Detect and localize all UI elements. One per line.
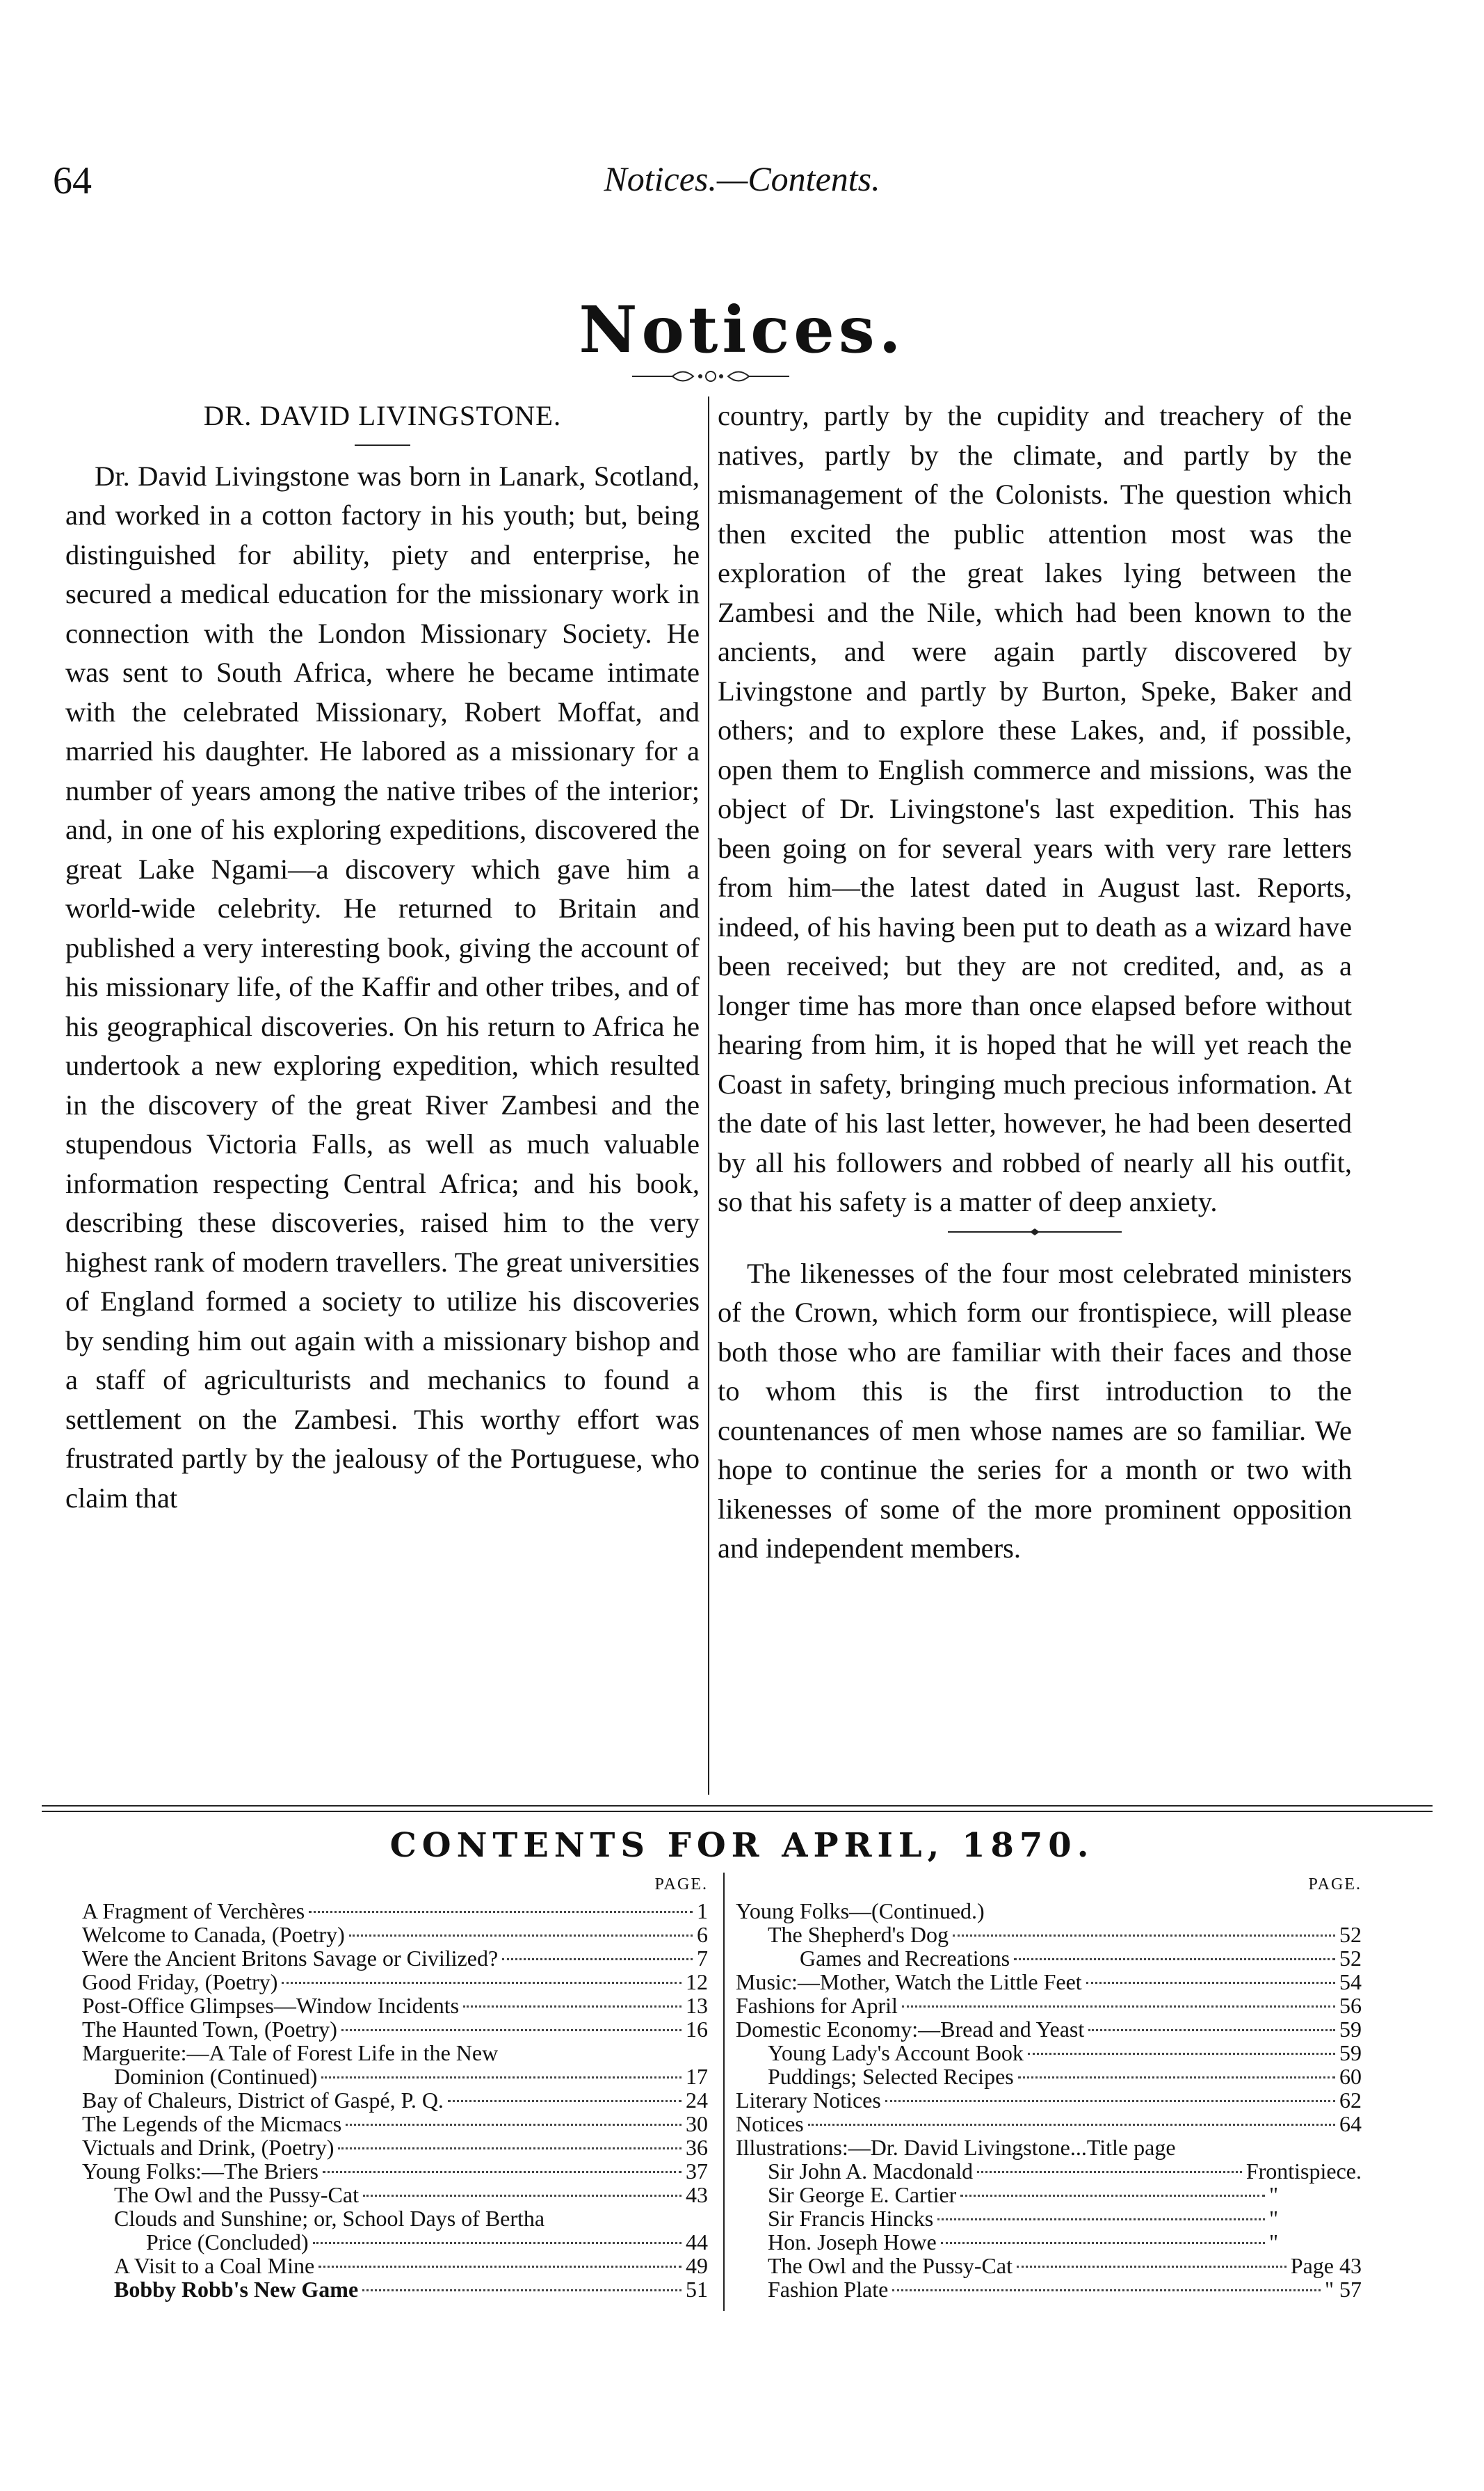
toc-entry: Fashion Plate " 57 (768, 2277, 1362, 2302)
toc-entry: Young Lady's Account Book 59 (768, 2040, 1362, 2065)
column-divider (708, 397, 709, 1795)
article-paragraph-left: Dr. David Livingstone was born in Lanark, Scotland, and worked in a cotton factory in his youth; but, being distinguished for ability, piety and enterprise, he secured a medical education for the missionary work in connection with the London Missionary Society. He was sent to South Africa, where he became intimate with the celebrated Missionary, Robert Moffat, and married his daughter. He labored as a missionary for a number of years among the native tribes of the interior; and, in one of his exploring expeditions, discovered the great Lake Ngami—a discovery which gave him a world-wide celebrity. He returned to Britain and published a very interesting book, giving the account of his missionary life, of the Kaffir and other tribes, and of his geographical discoveries. On his return to Africa he undertook a new exploring expedition, which resulted in the discovery of the great River Zambesi and the stupendous Victoria Falls, as well as much valuable information respecting Central Africa; and his book, describing these discoveries, raised him to the very highest rank of modern travellers. The great universities of England formed a society to utilize his discoveries by sending him out again with a missionary bishop and a staff of agriculturists and mechanics to found a settlement on the Zambesi. This worthy effort was frustrated partly by the jealousy of the Portuguese, who claim that (65, 460, 700, 1514)
contents-left-column (82, 1873, 708, 2301)
section-heading: Notices. (579, 292, 905, 367)
toc-entry-line: Clouds and Sunshine; or, School Days of Bertha (114, 2206, 545, 2231)
toc-entry: Sir George E. Cartier " (768, 2182, 1278, 2207)
article-right-column (718, 397, 1352, 1569)
article-left-column (65, 397, 700, 1518)
toc-entry: Post-Office Glimpses—Window Incidents 13 (82, 1993, 708, 2018)
toc-entry: The Legends of the Micmacs 30 (82, 2111, 708, 2136)
toc-entry: A Fragment of Verchères 1 (82, 1898, 708, 1923)
toc-entry: Bay of Chaleurs, District of Gaspé, P. Q. 24 (82, 2088, 708, 2113)
contents-title: CONTENTS FOR APRIL, 1870. (389, 1826, 1095, 1865)
toc-entry: Sir Francis Hincks " (768, 2206, 1278, 2231)
toc-entry: Fashions for April 56 (736, 1993, 1362, 2018)
article-title: DR. DAVID LIVINGSTONE. (203, 400, 562, 431)
page-number: 64 (53, 159, 92, 202)
toc-entry: Sir John A. Macdonald Frontispiece. (768, 2158, 1362, 2184)
article-paragraph-right: country, partly by the cupidity and treachery of the natives, partly by the climate, and partly by the mismanagement of the Colonists. The question which then excited the public attention most was the exploration of the great lakes lying between the Zambesi and the Nile, which had been known to the ancients, and were again partly discovered by Livingstone and partly by Burton, Speke, Baker and others; and to explore these Lakes, and, if possible, open them to English commerce and missions, was the object of Dr. Livingstone's last expedition. This has been going on for several years with very rare letters from him—the latest dated in August last. Reports, indeed, of his having been put to death as a wizard have been received; but they are not credited, and, as a longer time has more than once elapsed before without hearing from him, it is hoped that he will yet reach the Coast in safety, bringing much precious information. At the date of his last letter, however, he had been deserted by all his followers and robbed of nearly all his outfit, so that his safety is a matter of deep anxiety. (718, 400, 1352, 1217)
toc-entry: Hon. Joseph Howe " (768, 2229, 1278, 2254)
toc-entry: Victuals and Drink, (Poetry) 36 (82, 2135, 708, 2160)
contents-column-divider (723, 1873, 725, 2311)
toc-entry: Young Folks:—The Briers 37 (82, 2158, 708, 2184)
toc-entry-line: Young Folks—(Continued.) (736, 1898, 985, 1923)
toc-entry: Good Friday, (Poetry) 12 (82, 1969, 708, 1994)
running-title: Notices.—Contents. (604, 159, 880, 198)
title-rule (355, 444, 410, 446)
toc-entry: Games and Recreations 52 (800, 1946, 1362, 1971)
notice-divider (718, 1225, 1352, 1239)
toc-entry: The Owl and the Pussy-Cat Page 43 (768, 2253, 1362, 2278)
toc-entry: The Haunted Town, (Poetry) 16 (82, 2017, 708, 2042)
ornament-divider-icon (631, 366, 791, 387)
toc-entry: Puddings; Selected Recipes 60 (768, 2064, 1362, 2089)
toc-entry: The Shepherd's Dog 52 (768, 1922, 1362, 1947)
contents-right-column (736, 1873, 1362, 2301)
page-column-label: PAGE. (1308, 1875, 1362, 1893)
toc-entry: The Owl and the Pussy-Cat 43 (114, 2182, 708, 2207)
toc-entry: Literary Notices 62 (736, 2088, 1362, 2113)
toc-entry-line: Marguerite:—A Tale of Forest Life in the New (82, 2040, 499, 2065)
contents-top-rule (42, 1805, 1433, 1807)
toc-entry: Were the Ancient Britons Savage or Civilized? 7 (82, 1946, 708, 1971)
page-column-label: PAGE. (654, 1875, 708, 1893)
divider-diamond-icon (948, 1228, 1122, 1236)
toc-entry: Bobby Robb's New Game 51 (114, 2277, 708, 2302)
toc-entry: A Visit to a Coal Mine 49 (114, 2253, 708, 2278)
toc-entry: Music:—Mother, Watch the Little Feet 54 (736, 1969, 1362, 1994)
toc-entry: Price (Concluded) 44 (146, 2229, 708, 2254)
running-head (0, 159, 1484, 214)
contents-top-rule-2 (42, 1811, 1433, 1812)
toc-entry: Welcome to Canada, (Poetry) 6 (82, 1922, 708, 1947)
toc-entry: Notices 64 (736, 2111, 1362, 2136)
toc-entry-line: Illustrations:—Dr. David Livingstone...Title page (736, 2135, 1176, 2160)
toc-entry: Dominion (Continued) 17 (114, 2064, 708, 2089)
second-notice-paragraph: The likenesses of the four most celebrated ministers of the Crown, which form our frontispiece, will please both those who are familiar with their faces and those to whom this is the first introduction to the countenances of men whose names are so familiar. We hope to continue the series for a month or two with likenesses of some of the more prominent opposition and independent members. (718, 1257, 1352, 1564)
toc-entry: Domestic Economy:—Bread and Yeast 59 (736, 2017, 1362, 2042)
